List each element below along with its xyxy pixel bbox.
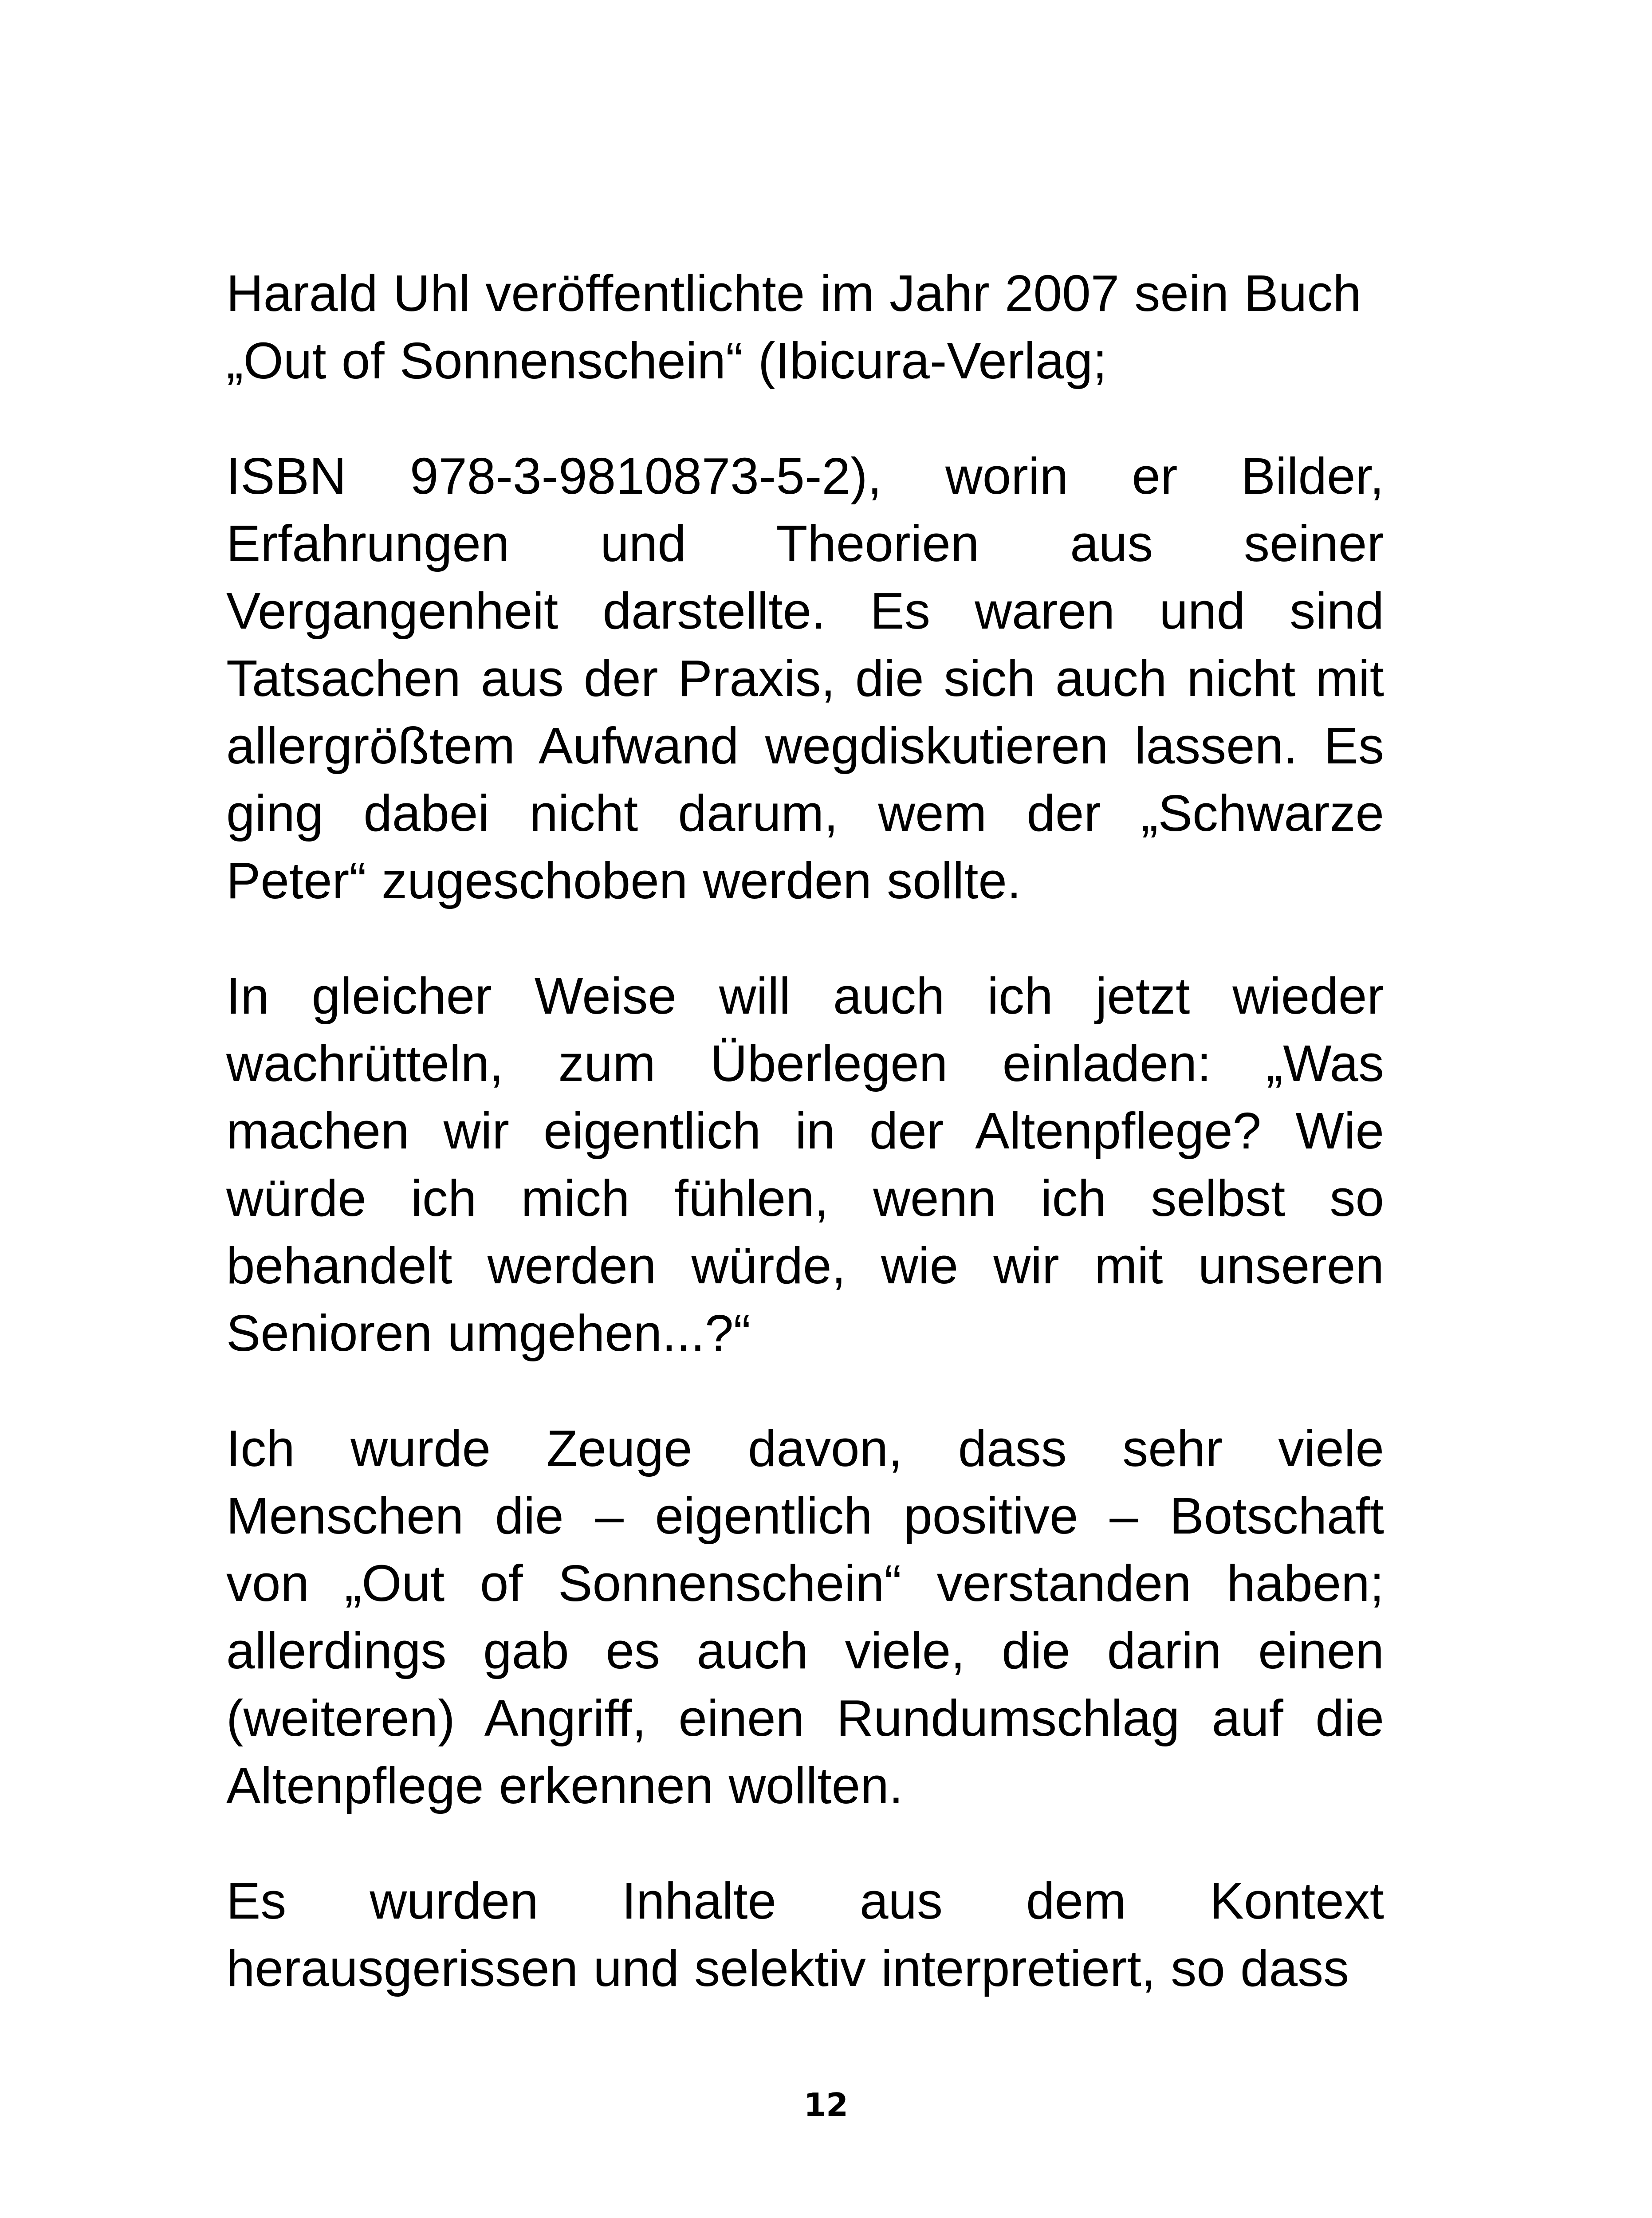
paragraph-5: Es wurden Inhalte aus dem Kontext herausgerissen und selektiv interpretiert, so dass: [226, 1872, 1384, 1997]
paragraph-2: ISBN 978-3-9810873-5-2), worin er Bilder, Erfahrungen und Theorien aus seiner Vergangenheit darstellte. Es waren und sind Tatsachen aus der Praxis, die sich auch nicht mit allergrößtem Aufwand wegdiskutieren lassen. Es ging dabei nicht darum, wem der „Schwarze Peter“ zugeschoben werden sollte.: [226, 447, 1384, 909]
page-number: 12: [803, 2086, 849, 2124]
paragraph-1-line-1: Harald Uhl veröffentlichte im Jahr 2007 sein Buch: [226, 264, 1361, 322]
paragraph-1: [226, 260, 1384, 394]
paragraph-4: Ich wurde Zeuge davon, dass sehr viele Menschen die – eigentlich positive – Botschaft von „Out of Sonnenschein“ verstanden haben; allerdings gab es auch viele, die darin einen (weiteren) Angriff, einen Rundumschlag auf die Altenpflege erkennen wollten.: [226, 1420, 1384, 1814]
paragraph-1-line-2: „Out of Sonnenschein“ (Ibicura-Verlag;: [226, 332, 1107, 389]
page-body-text: [226, 260, 1384, 2050]
paragraph-3: In gleicher Weise will auch ich jetzt wieder wachrütteln, zum Überlegen einladen: „Was machen wir eigentlich in der Altenpflege? Wie würde ich mich fühlen, wenn ich selbst so behandelt werden würde, wie wir mit unseren Senioren umgehen...?“: [226, 967, 1384, 1362]
